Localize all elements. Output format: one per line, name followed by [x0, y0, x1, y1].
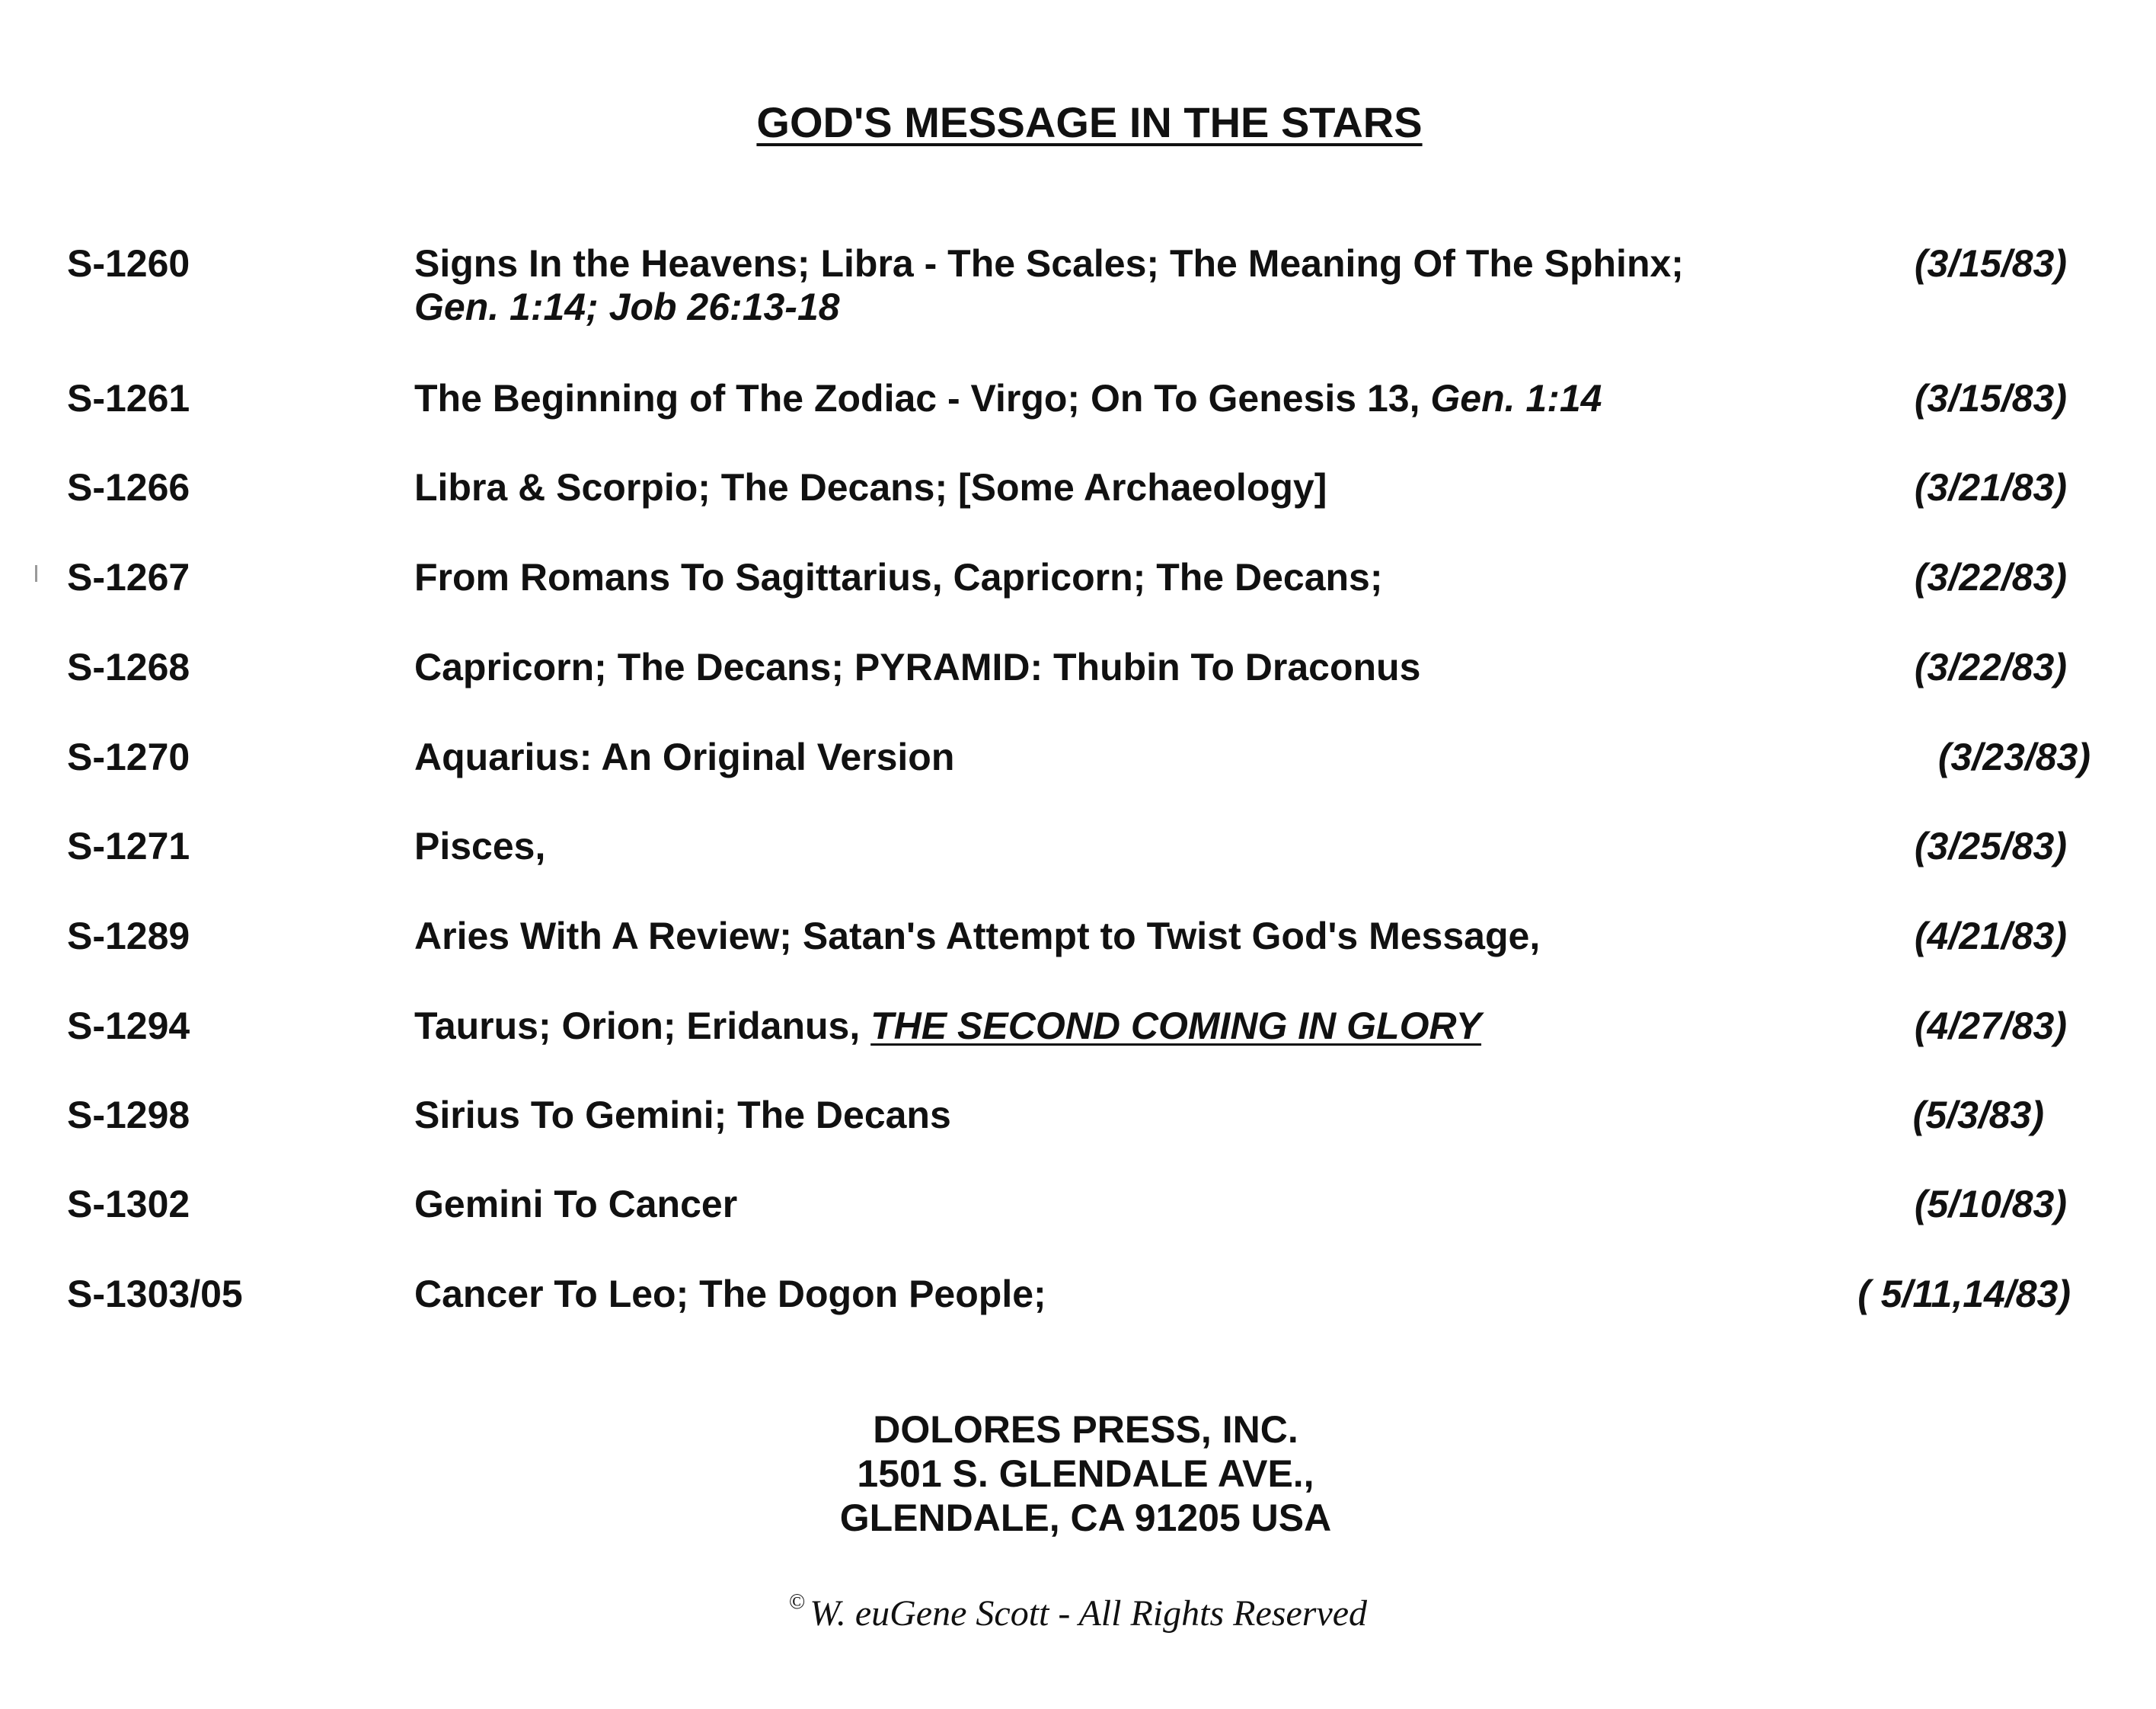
- copyright-notice: [0, 1590, 2156, 1634]
- publisher-address: [0, 1407, 2156, 1540]
- topic-text: Taurus; Orion; Eridanus,: [414, 1005, 861, 1047]
- scripture-reference: Gen. 1:14: [1430, 377, 1602, 420]
- scan-mark: [35, 565, 37, 582]
- tape-code: S-1268: [67, 646, 190, 688]
- tape-date: (3/25/83): [1914, 825, 2067, 867]
- tape-code: S-1267: [67, 556, 190, 599]
- tape-date: (5/3/83): [1912, 1094, 2044, 1136]
- tape-topic: From Romans To Sagittarius, Capricorn; The Decans;: [414, 556, 1383, 599]
- tape-code: S-1266: [67, 466, 190, 509]
- tape-code: S-1270: [67, 736, 190, 778]
- tape-date: (4/27/83): [1914, 1005, 2067, 1047]
- tape-code: S-1261: [67, 377, 190, 420]
- tape-topic: Libra & Scorpio; The Decans; [Some Archaeology]: [414, 466, 1327, 509]
- tape-date: (3/15/83): [1914, 242, 2067, 285]
- tape-date: (3/23/83): [1937, 736, 2091, 778]
- tape-code: S-1260: [67, 242, 190, 285]
- tape-code: S-1303/05: [67, 1273, 243, 1315]
- tape-topic: Capricorn; The Decans; PYRAMID: Thubin To Draconus: [414, 646, 1421, 688]
- tape-date: (5/10/83): [1914, 1183, 2067, 1225]
- tape-code: S-1289: [67, 915, 190, 957]
- tape-code: S-1294: [67, 1005, 190, 1047]
- publisher-street: 1501 S. GLENDALE AVE.,: [857, 1452, 1314, 1495]
- tape-topic: [414, 1005, 1481, 1048]
- tape-date: ( 5/11,14/83): [1857, 1273, 2071, 1315]
- copyright-text: W. euGene Scott - All Rights Reserved: [810, 1593, 1368, 1634]
- tape-date: (3/15/83): [1914, 377, 2067, 420]
- scripture-reference: Gen. 1:14; Job 26:13-18: [414, 286, 840, 328]
- tape-topic: Pisces,: [414, 825, 546, 867]
- tape-code: S-1271: [67, 825, 190, 867]
- emphasis-text: THE SECOND COMING IN GLORY: [870, 1005, 1482, 1047]
- publisher-name: DOLORES PRESS, INC.: [873, 1408, 1298, 1451]
- tape-code: S-1302: [67, 1183, 190, 1225]
- tape-topic: Cancer To Leo; The Dogon People;: [414, 1273, 1046, 1315]
- tape-topic: Aquarius: An Original Version: [414, 736, 955, 778]
- tape-date: (3/22/83): [1914, 556, 2067, 599]
- tape-date: (3/22/83): [1914, 646, 2067, 688]
- tape-code: S-1298: [67, 1094, 190, 1136]
- tape-topic: Gemini To Cancer: [414, 1183, 738, 1225]
- tape-topic: Sirius To Gemini; The Decans: [414, 1094, 951, 1136]
- copyright-symbol: ©: [788, 1590, 806, 1614]
- publisher-city: GLENDALE, CA 91205 USA: [839, 1497, 1332, 1539]
- tape-date: (4/21/83): [1914, 915, 2067, 957]
- page-title: [0, 97, 2156, 147]
- tape-date: (3/21/83): [1914, 466, 2067, 509]
- topic-text: Signs In the Heavens; Libra - The Scales; The Meaning Of The Sphinx;: [414, 242, 1684, 285]
- tape-topic: Aries With A Review; Satan's Attempt to Twist God's Message,: [414, 915, 1541, 957]
- page-title-text: GOD'S MESSAGE IN THE STARS: [756, 98, 1423, 146]
- topic-text: The Beginning of The Zodiac - Virgo; On To Genesis 13,: [414, 377, 1420, 420]
- tape-topic: [414, 242, 1684, 329]
- tape-topic: [414, 377, 1602, 420]
